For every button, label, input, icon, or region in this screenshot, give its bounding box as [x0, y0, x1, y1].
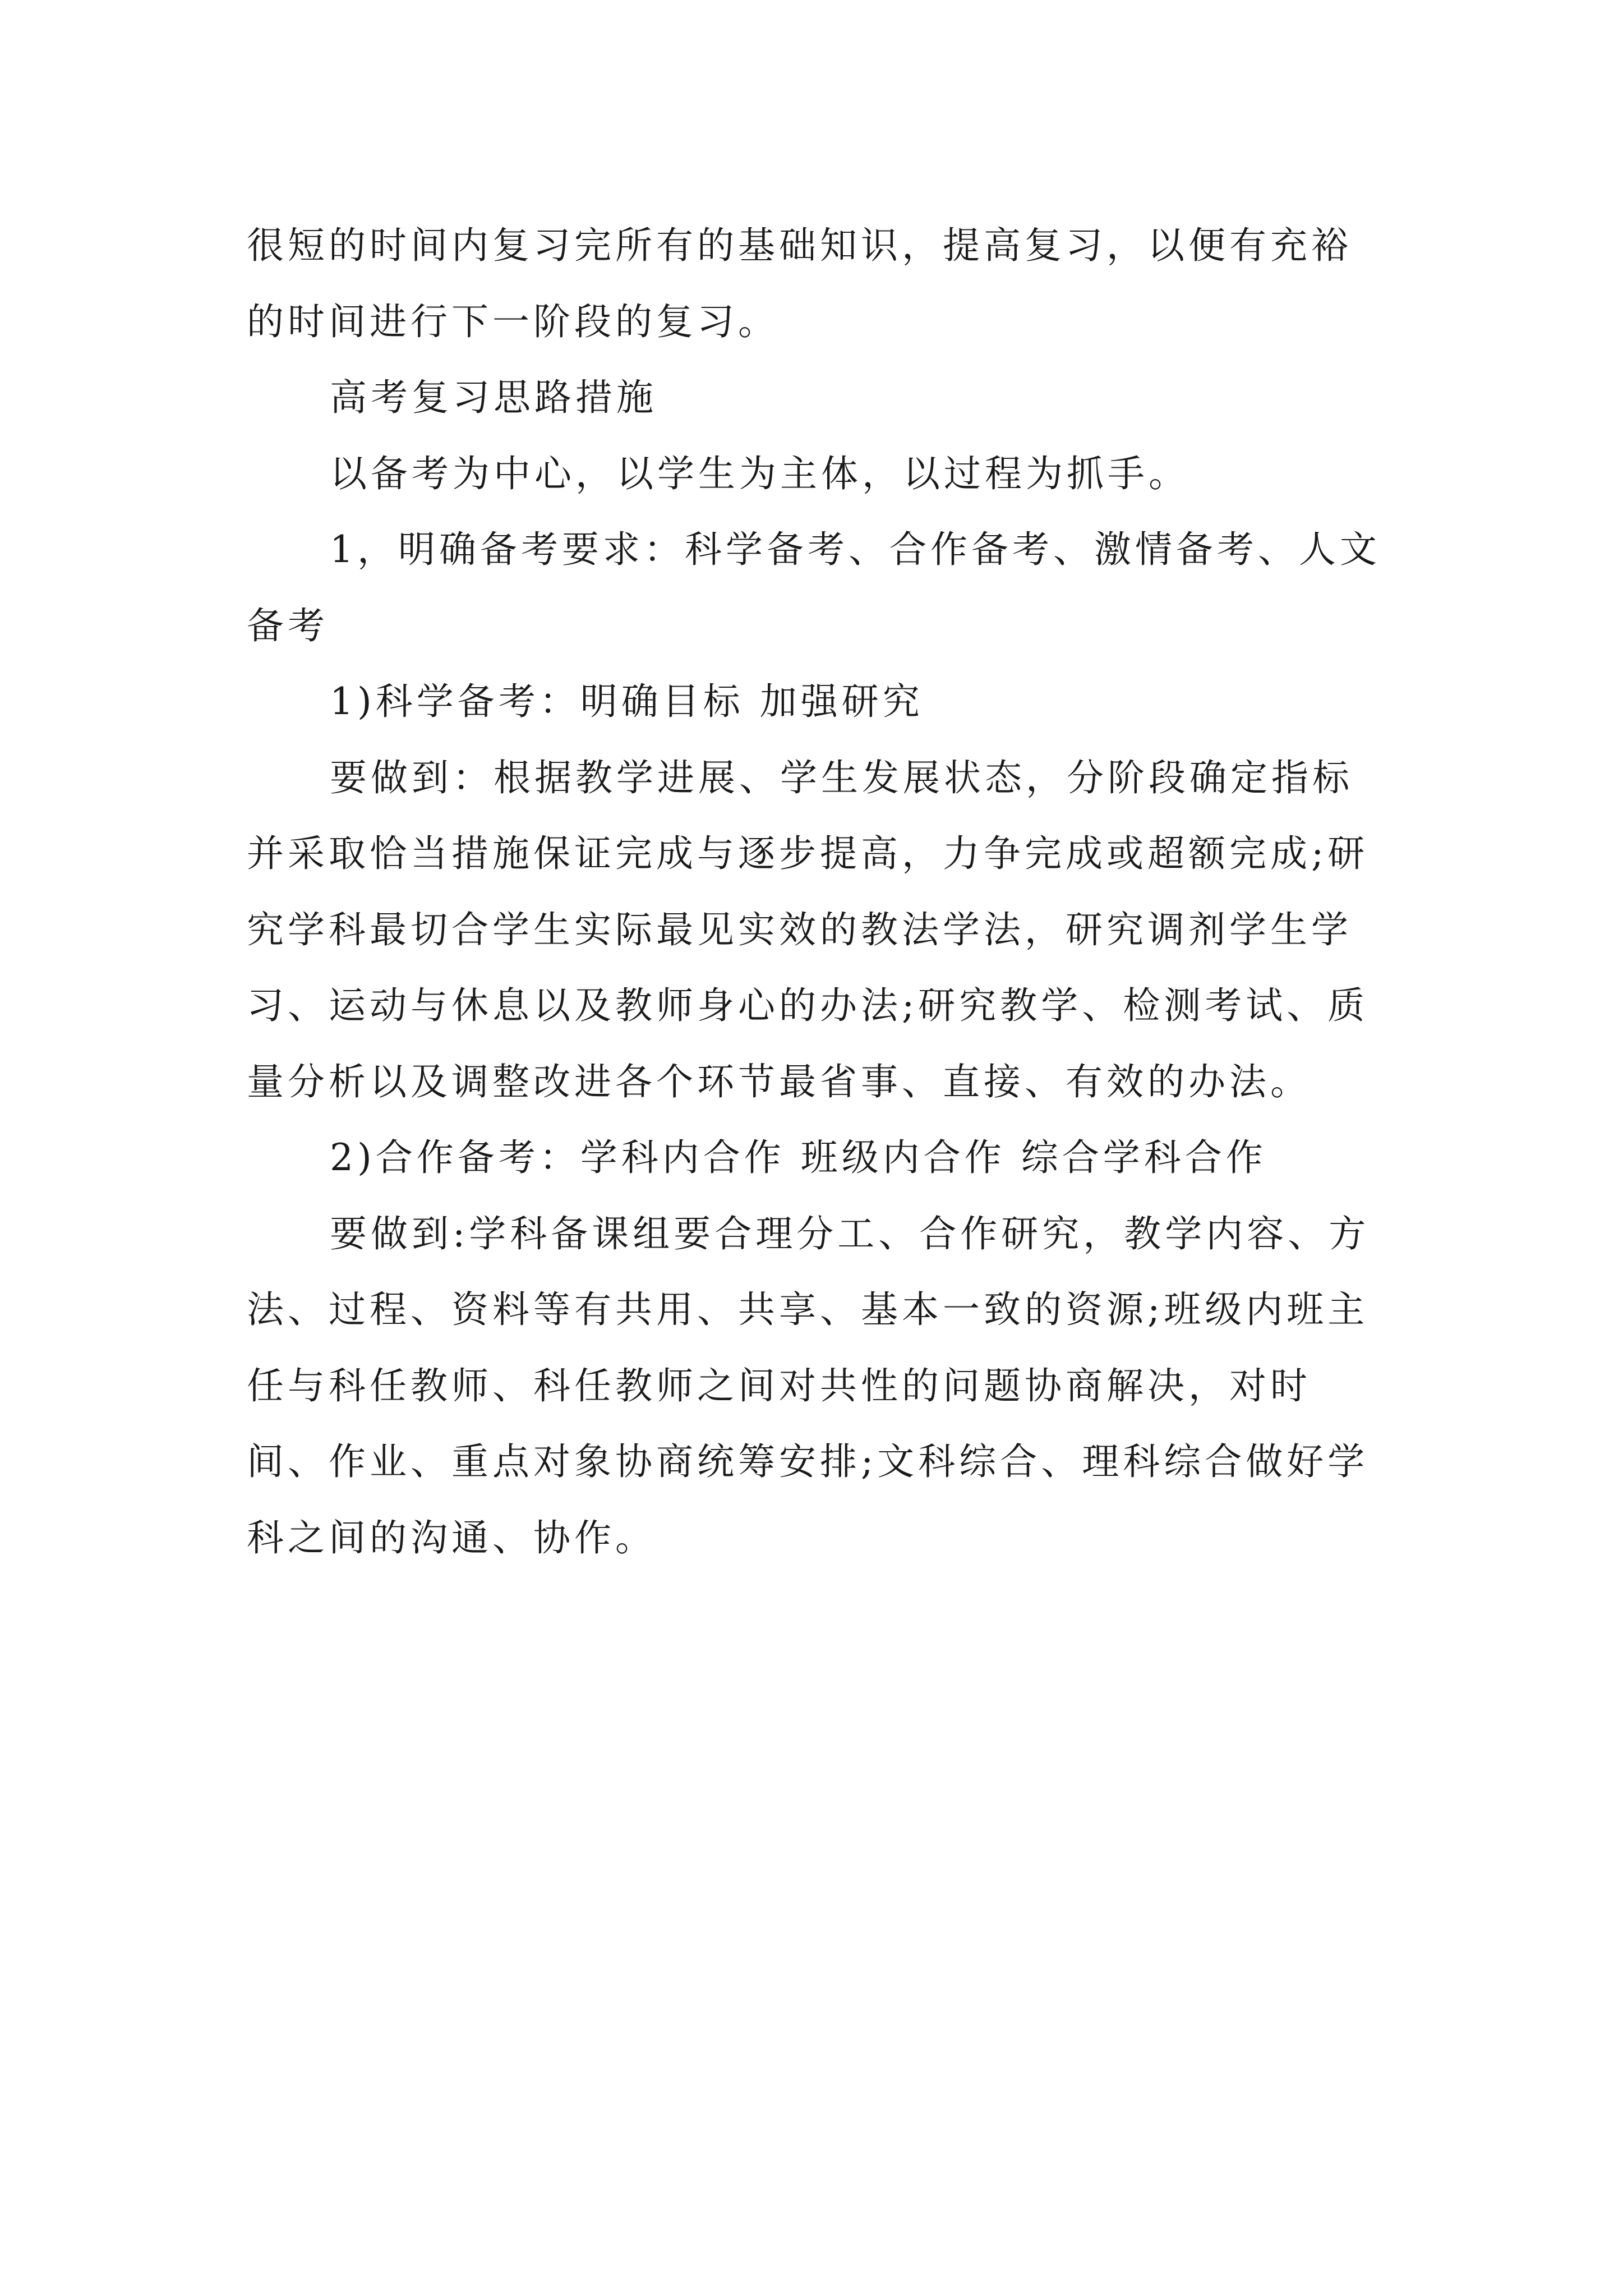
subheading-cooperative-prep: 2)合作备考：学科内合作 班级内合作 综合学科合作 — [330, 1136, 1267, 1179]
body-text — [247, 208, 1391, 1576]
paragraph-cooperative-prep-details: 要做到:学科备课组要合理分工、合作研究，教学内容、方法、过程、资料等有共用、共享、基本一致的资源;班级内班主任与科任教师、科任教师之间对共性的问题协商解决，对时间、作业、重点对象协商统筹安排;文科综合、理科综合做好学科之间的沟通、协作。 — [247, 1212, 1370, 1559]
section-heading: 高考复习思路措施 — [330, 376, 657, 419]
paragraph-guiding-principle: 以备考为中心，以学生为主体，以过程为抓手。 — [330, 452, 1189, 495]
paragraph-continuation: 很短的时间内复习完所有的基础知识，提高复习，以便有充裕的时间进行下一阶段的复习。 — [247, 224, 1352, 343]
paragraph-requirements: 1，明确备考要求：科学备考、合作备考、激情备考、人文备考 — [247, 528, 1381, 647]
paragraph-scientific-prep-details: 要做到：根据教学进展、学生发展状态，分阶段确定指标并采取恰当措施保证完成与逐步提高，力争完成或超额完成;研究学科最切合学生实际最见实效的教法学法，研究调剂学生学习、运动与休息以及教师身心的办法;研究教学、检测考试、质量分析以及调整改进各个环节最省事、直接、有效的办法。 — [247, 756, 1369, 1103]
subheading-scientific-prep: 1)科学备考：明确目标 加强研究 — [330, 680, 924, 723]
